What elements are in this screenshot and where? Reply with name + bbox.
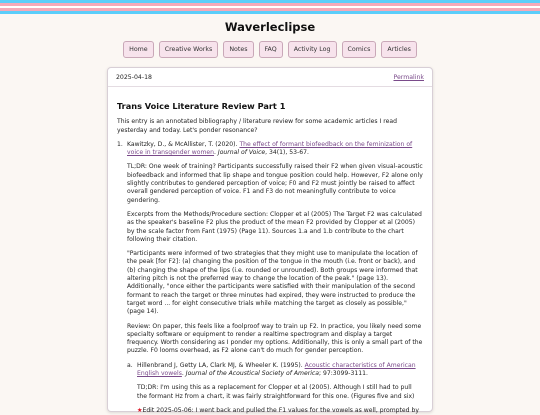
reference-number: 1.: [117, 140, 123, 148]
post-date: 2025-04-18: [116, 74, 152, 81]
post-body: [108, 102, 432, 415]
review-1: Review: On paper, this feels like a foolproof way to train up F2. In practice, you likely need some specialty software or equipment to render a realtime spectrogram and display a target frequency. Worth considering as I ponder my options. Additionally, this is only a small part of the puzzle. F0 looms overhead, as F2 alone can't do much for gender perception.: [127, 322, 423, 355]
star-icon: ★: [137, 406, 143, 414]
nav-articles[interactable]: Articles: [381, 41, 416, 58]
nav-faq[interactable]: FAQ: [259, 41, 283, 58]
reference-journal: Journal of Voice: [217, 149, 266, 157]
nav-notes[interactable]: Notes: [223, 41, 253, 58]
tldr-1a: TD;DR: I'm using this as a replacement for Clopper et al (2005). Although I still had to pull the formant Hz from a chart, it was fairly straightforward for this one. (Figures five and six): [137, 384, 415, 400]
reference-journal: Journal of the Acoustical Society of America: [185, 370, 319, 378]
reference-authors: Kawitzky, D., & McAllister, T. (2020).: [127, 140, 238, 148]
methods-excerpt: Excerpts from the Methods/Procedure section: Clopper et al (2005) The Target F2 was calculated as the speaker's baseline F2 plus the product of the mean F2 provided by Clopper et al (2005) by the scale factor from Fant (1975) (Page 11). Sources 1.a and 1.b contribute to the chart following their citation.: [127, 210, 422, 243]
reference-tail: , 34(1), 53-67.: [265, 149, 309, 157]
reference-link[interactable]: The effect of formant biofeedback on the feminization of voice in transgender women: [127, 140, 413, 157]
main-nav: [0, 41, 540, 58]
reference-number: a.: [127, 361, 133, 369]
post-title: Trans Voice Literature Review Part 1: [117, 101, 286, 111]
reference-link[interactable]: Acoustic characteristics of American English vowels: [137, 361, 416, 378]
post-header: [108, 68, 432, 87]
edit-note-text: Edit 2025-05-06: I went back and pulled the F1 values for the vowels as well, prompted by: [142, 406, 419, 414]
trans-flag-banner: [0, 0, 540, 14]
tldr-1: TL;DR: One week of training? Participants successfully raised their F2 when given visual-acoustic biofeedback and informed that lip shape and tongue position could help. However, F2 alone only slightly contributes to gendered perception of voice; F0 and F2 must jointly be raised to affect overall gendered perception of voice. F1 and F3 do not meaningfully contribute to voice gendering.: [127, 163, 423, 204]
nav-comics[interactable]: Comics: [342, 41, 377, 58]
nav-activity-log[interactable]: Activity Log: [288, 41, 337, 58]
post-intro: This entry is an annotated bibliography / literature review for some academic articles I read yesterday and today. Let's ponder resonance?: [117, 118, 397, 134]
nav-home[interactable]: Home: [123, 41, 154, 58]
reference-citation: Kawitzky, D., & McAllister, T. (2020). The effect of formant biofeedback on the feminization of voice in transgender women. Journal of Voice, 34(1), 53-67.: [127, 140, 413, 157]
nav-creative-works[interactable]: Creative Works: [159, 41, 219, 58]
site-title[interactable]: Waverleclipse: [224, 20, 316, 34]
reference-citation: Hillenbrand J, Getty LA, Clark MJ, & Wheeler K. (1995). Acoustic characteristics of American English vowels. Journal of the Acoustical Society of America; 97:3099-3111.: [137, 361, 416, 378]
methods-quote: "Participants were informed of two strategies that they might use to manipulate the location of the peak [for F2]: (a) changing the position of the tongue in the mouth (i.e. front or back), and (b) changing the shape of the lips (i.e. rounded or unrounded). Both groups were informed that altering pitch is not the preferred way to change the location of the peak." (page 13). Additionally, "once either the participants were satisfied with their manipulation of the second formant to reach the target or three minutes had expired, they were instructed to produce the target word ... for eight consecutive trials while matching the target as closely as possible," (page 14).: [127, 250, 418, 316]
edit-note: [117, 407, 423, 415]
reference-authors: Hillenbrand J, Getty LA, Clark MJ, & Wheeler K. (1995).: [137, 361, 303, 369]
permalink-link[interactable]: Permalink: [393, 74, 424, 81]
flag-stripe: [0, 11, 540, 14]
reference-1a: [117, 362, 423, 379]
reference-1: [117, 141, 423, 158]
post-card: [107, 67, 433, 412]
reference-tail: ; 97:3099-3111.: [318, 370, 368, 378]
